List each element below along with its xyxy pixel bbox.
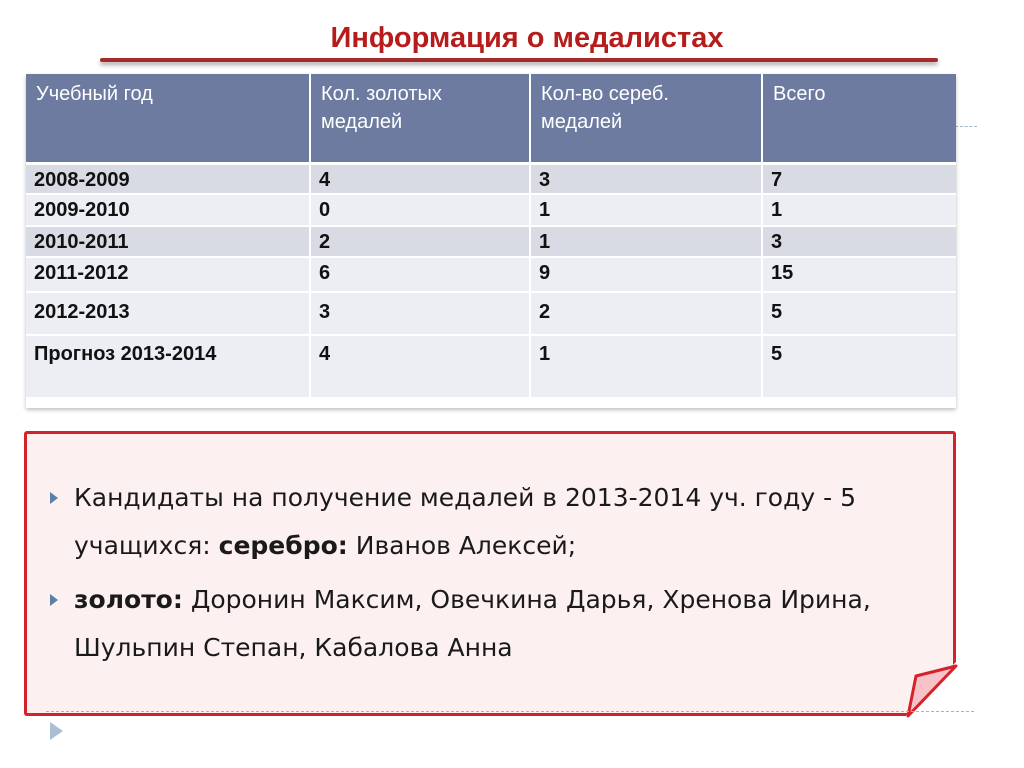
- cell-year: Прогноз 2013-2014: [26, 335, 310, 398]
- bullet-arrow-icon: [50, 594, 58, 606]
- cell-gold: 2: [310, 226, 530, 257]
- silver-label: серебро:: [218, 531, 348, 560]
- cell-total: 5: [762, 292, 956, 335]
- table-row: [26, 226, 956, 257]
- cell-total: 3: [762, 226, 956, 257]
- header-total: Всего: [762, 74, 956, 163]
- cell-total: 5: [762, 335, 956, 398]
- table-row: [26, 257, 956, 292]
- decorative-dashed-line: [46, 711, 974, 712]
- decorative-dashed-line: [955, 126, 977, 127]
- table-row: [26, 335, 956, 398]
- next-slide-arrow-icon[interactable]: [50, 722, 63, 740]
- bullet-arrow-icon: [50, 492, 58, 504]
- candidates-list: [46, 474, 926, 678]
- cell-year: 2010-2011: [26, 226, 310, 257]
- list-item: [46, 576, 926, 672]
- cell-silver: 2: [530, 292, 762, 335]
- table-row: [26, 292, 956, 335]
- cell-total: 1: [762, 194, 956, 226]
- cell-total: 15: [762, 257, 956, 292]
- cell-year: 2008-2009: [26, 163, 310, 194]
- table-row: [26, 163, 956, 194]
- cell-silver: 1: [530, 335, 762, 398]
- cell-gold: 6: [310, 257, 530, 292]
- cell-gold: 0: [310, 194, 530, 226]
- gold-names: Доронин Максим, Овечкина Дарья, Хренова Ирина, Шульпин Степан, Кабалова Анна: [74, 585, 871, 662]
- silver-names: Иванов Алексей;: [355, 531, 577, 560]
- cell-year: 2009-2010: [26, 194, 310, 226]
- slide-title: Информация о медалистах: [330, 22, 724, 54]
- header-school-year: Учебный год: [26, 74, 310, 163]
- header-gold-count: Кол. золотых медалей: [310, 74, 530, 163]
- cell-gold: 4: [310, 163, 530, 194]
- candidates-intro-text: Кандидаты на получение медалей в 2013-2014 уч. году - 5 учащихся:: [74, 483, 856, 560]
- gold-label: золото:: [74, 585, 183, 614]
- cell-year: 2011-2012: [26, 257, 310, 292]
- cell-gold: 3: [310, 292, 530, 335]
- cell-total: 7: [762, 163, 956, 194]
- medalists-table-container: [26, 74, 956, 408]
- table-row: [26, 194, 956, 226]
- cell-silver: 9: [530, 257, 762, 292]
- cell-year: 2012-2013: [26, 292, 310, 335]
- header-silver-count: Кол-во сереб. медалей: [530, 74, 762, 163]
- cell-gold: 4: [310, 335, 530, 398]
- list-item: [46, 474, 926, 570]
- medalists-table: [26, 74, 956, 399]
- title-underline: [100, 58, 938, 62]
- cell-silver: 1: [530, 226, 762, 257]
- cell-silver: 3: [530, 163, 762, 194]
- cell-silver: 1: [530, 194, 762, 226]
- table-header-row: [26, 74, 956, 163]
